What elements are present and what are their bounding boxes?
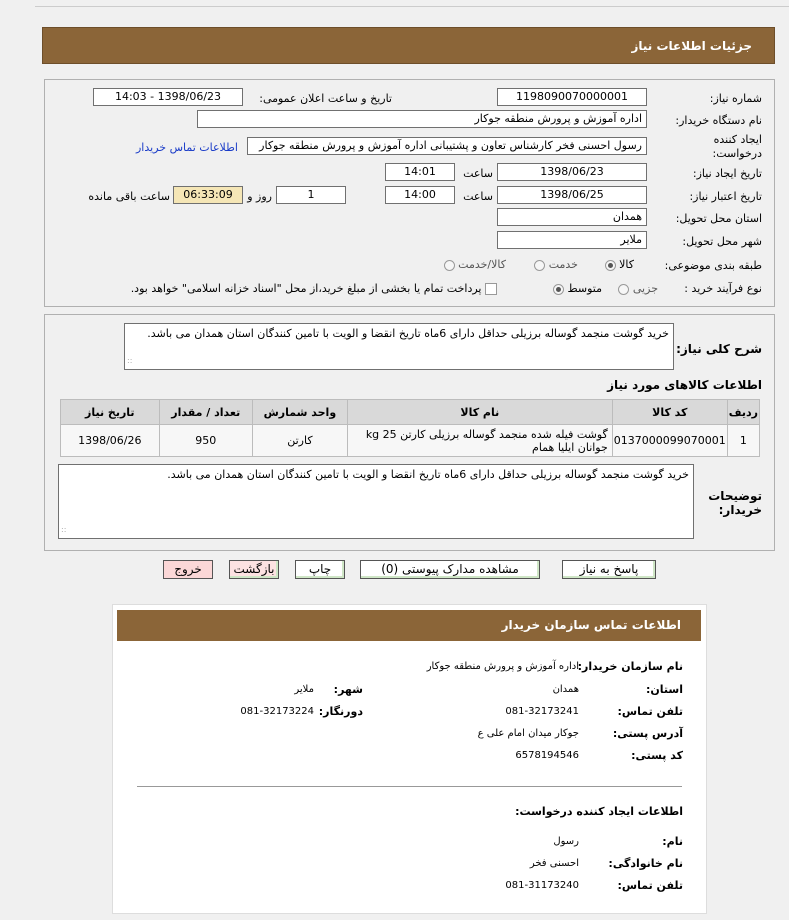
province-field: همدان xyxy=(497,208,647,226)
need-number-field: 1198090070000001 xyxy=(497,88,647,106)
cell-date: 1398/06/26 xyxy=(61,425,160,457)
contact-address-label: آدرس پستی: xyxy=(612,727,683,740)
buyer-notes-label-1: توضیحات xyxy=(708,489,762,503)
creator-phone-label: تلفن تماس: xyxy=(617,879,683,892)
process-option-minor[interactable] xyxy=(618,282,658,295)
contact-province-label: استان: xyxy=(646,683,683,696)
cell-row: 1 xyxy=(727,425,759,457)
days-label: روز و xyxy=(247,190,272,203)
process-option-label: متوسط xyxy=(567,282,602,295)
province-label: استان محل تحویل: xyxy=(675,212,762,225)
contact-fax: 081-32173224 xyxy=(240,706,314,717)
creator-field: رسول احسنی فخر کارشناس تعاون و پشتیبانی اداره آموزش و پرورش منطقه جوکار xyxy=(247,137,647,155)
print-button[interactable]: چاپ xyxy=(295,560,345,579)
creator-family-label: نام خانوادگی: xyxy=(608,857,683,870)
buyer-contact-link[interactable]: اطلاعات تماس خریدار xyxy=(136,141,238,154)
category-option-label: کالا/خدمت xyxy=(458,258,506,271)
contact-postal: 6578194546 xyxy=(515,750,579,761)
col-qty: تعداد / مقدار xyxy=(159,400,252,425)
contact-fax-label: دورنگار: xyxy=(318,705,363,718)
validity-time-field: 14:00 xyxy=(385,186,455,204)
contact-province: همدان xyxy=(552,684,579,695)
reply-button[interactable]: پاسخ به نیاز xyxy=(562,560,656,579)
category-option-label: کالا xyxy=(619,258,634,271)
category-option-label: خدمت xyxy=(548,258,578,271)
col-date: تاریخ نیاز xyxy=(61,400,160,425)
announce-label: تاریخ و ساعت اعلان عمومی: xyxy=(259,92,392,105)
col-unit: واحد شمارش xyxy=(252,400,347,425)
creator-label-1: ایجاد کننده xyxy=(713,133,762,146)
contact-phone-label: تلفن تماس: xyxy=(617,705,683,718)
col-row: ردیف xyxy=(727,400,759,425)
need-number-label: شماره نیاز: xyxy=(709,92,762,105)
contact-address: جوکار میدان امام علی ع xyxy=(477,728,579,739)
contact-postal-label: کد پستی: xyxy=(631,749,683,762)
description-textarea[interactable] xyxy=(124,323,674,370)
contact-org-label: نام سازمان خریدار: xyxy=(577,660,683,673)
radio-icon[interactable] xyxy=(618,284,629,295)
attachments-button[interactable]: مشاهده مدارک پیوستی (0) xyxy=(360,560,540,579)
cell-qty: 950 xyxy=(159,425,252,457)
treasury-payment[interactable] xyxy=(131,282,497,295)
buyer-org-label: نام دستگاه خریدار: xyxy=(675,114,762,127)
contact-phone: 081-32173241 xyxy=(505,706,579,717)
description-text: خرید گوشت منجمد گوساله برزیلی حداقل دارای 6ماه تاریخ انقضا و الویت با تامین کنندگان استان همدان می باشد. xyxy=(147,327,669,340)
back-button[interactable]: بازگشت xyxy=(229,560,279,579)
category-option-service[interactable] xyxy=(534,258,578,271)
created-time-field: 14:01 xyxy=(385,163,455,181)
resize-grip-icon[interactable]: :: xyxy=(127,356,133,365)
col-name: نام کالا xyxy=(347,400,612,425)
table-row xyxy=(61,425,760,457)
city-field: ملایر xyxy=(497,231,647,249)
creator-phone: 081-31173240 xyxy=(505,880,579,891)
col-code: کد کالا xyxy=(612,400,727,425)
items-table xyxy=(60,399,760,457)
cell-code: 0137000099070001 xyxy=(612,425,727,457)
created-date-field: 1398/06/23 xyxy=(497,163,647,181)
buyer-notes-textarea[interactable] xyxy=(58,464,694,539)
validity-label: تاریخ اعتبار نیاز: xyxy=(689,190,762,203)
cell-unit: کارتن xyxy=(252,425,347,457)
items-section-title: اطلاعات کالاهای مورد نیاز xyxy=(607,378,762,392)
created-date-label: تاریخ ایجاد نیاز: xyxy=(692,167,762,180)
contact-card-title: اطلاعات تماس سازمان خریدار xyxy=(117,610,701,641)
buyer-org-field: اداره آموزش و پرورش منطقه جوکار xyxy=(197,110,647,128)
creator-name-label: نام: xyxy=(662,835,683,848)
creator-name: رسول xyxy=(553,836,579,847)
buyer-notes-label-2: خریدار: xyxy=(718,503,762,517)
radio-selected-icon[interactable] xyxy=(605,260,616,271)
cell-name: گوشت فیله شده منجمد گوساله برزیلی کارتن 25 kg جوانان ایلیا همام xyxy=(347,425,612,457)
buyer-notes-text: خرید گوشت منجمد گوساله برزیلی حداقل دارای 6ماه تاریخ انقضا و الویت با تامین کنندگان استان همدان می باشد. xyxy=(167,468,689,481)
category-option-goods[interactable] xyxy=(605,258,634,271)
contact-city-label: شهر: xyxy=(333,683,363,696)
contact-org: اداره آموزش و پرورش منطقه جوکار xyxy=(426,661,579,672)
created-time-label: ساعت xyxy=(463,167,493,180)
table-header-row xyxy=(61,400,760,425)
checkbox-icon[interactable] xyxy=(485,283,497,295)
treasury-payment-label: پرداخت تمام یا بخشی از مبلغ خرید،از محل "اسناد خزانه اسلامی" خواهد بود. xyxy=(130,282,482,295)
radio-icon[interactable] xyxy=(534,260,545,271)
creator-family: احسنی فخر xyxy=(529,858,579,869)
radio-selected-icon[interactable] xyxy=(553,284,564,295)
description-label: شرح کلی نیاز: xyxy=(676,342,762,356)
validity-date-field: 1398/06/25 xyxy=(497,186,647,204)
radio-icon[interactable] xyxy=(444,260,455,271)
contact-divider xyxy=(137,786,682,787)
creator-label-2: درخواست: xyxy=(712,147,762,160)
validity-time-label: ساعت xyxy=(463,190,493,203)
days-field: 1 xyxy=(276,186,346,204)
process-option-medium[interactable] xyxy=(553,282,602,295)
top-divider xyxy=(35,6,789,7)
announce-field: 1398/06/23 - 14:03 xyxy=(93,88,243,106)
remaining-time-field: 06:33:09 xyxy=(173,186,243,204)
process-label: نوع فرآیند خرید : xyxy=(684,282,762,295)
creator-info-title: اطلاعات ایجاد کننده درخواست: xyxy=(515,805,683,818)
contact-city: ملایر xyxy=(294,684,314,695)
process-option-label: جزیی xyxy=(632,282,658,295)
remaining-label: ساعت باقی مانده xyxy=(88,190,170,203)
category-label: طبقه بندی موضوعی: xyxy=(664,259,762,272)
category-option-both[interactable] xyxy=(444,258,506,271)
resize-grip-icon[interactable]: :: xyxy=(61,525,67,534)
city-label: شهر محل تحویل: xyxy=(682,235,762,248)
page-title: جزئیات اطلاعات نیاز xyxy=(42,27,775,64)
exit-button[interactable]: خروج xyxy=(163,560,213,579)
